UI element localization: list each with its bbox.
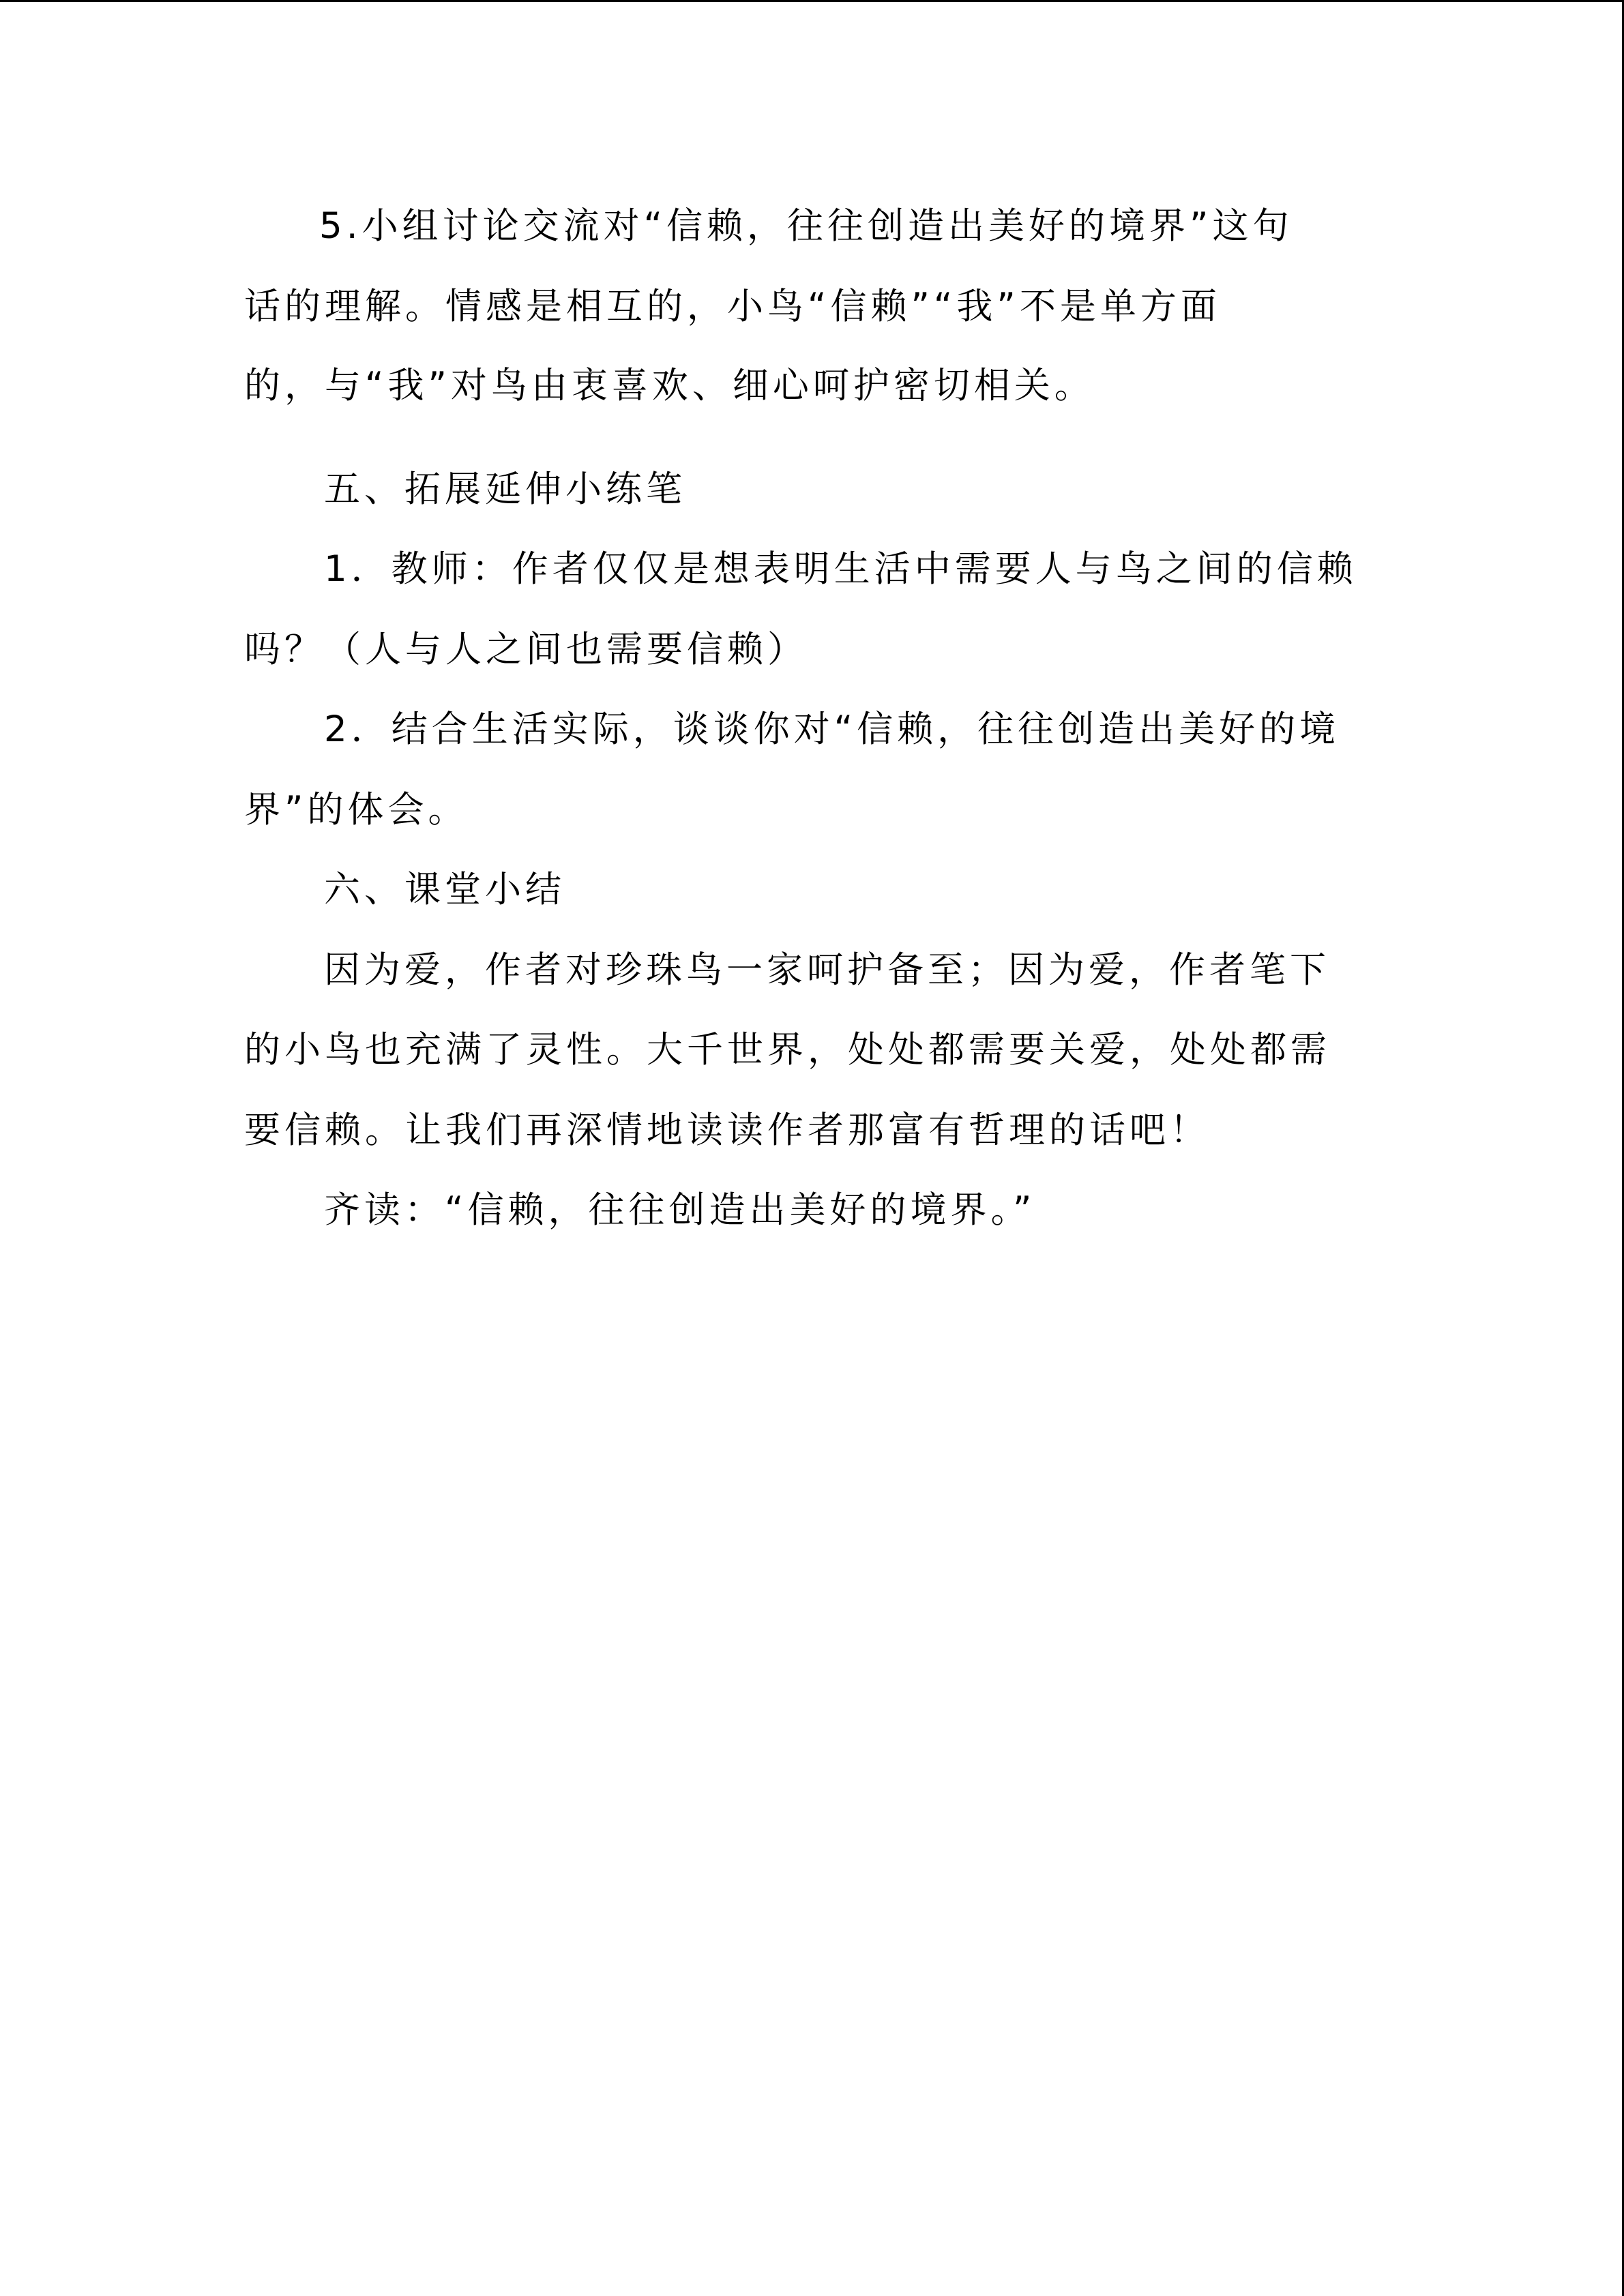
section-heading-5: 五、拓展延伸小练笔 (324, 468, 686, 510)
paragraph-line: 的，与“我”对鸟由衷喜欢、细心呵护密切相关。 (244, 365, 1095, 406)
section-heading-6: 六、课堂小结 (324, 869, 565, 910)
paragraph-line: 吗？（人与人之间也需要信赖） (244, 629, 808, 670)
paragraph-line: 因为爱，作者对珍珠鸟一家呵护备至；因为爱，作者笔下 (324, 949, 1330, 991)
paragraph-line: 要信赖。让我们再深情地读读作者那富有哲理的话吧！ (244, 1109, 1210, 1151)
paragraph-line: 2．结合生活实际，谈谈你对“信赖，往往创造出美好的境 (324, 709, 1340, 750)
paragraph-line: 话的理解。情感是相互的，小鸟“信赖”“我”不是单方面 (244, 286, 1221, 327)
closing-recitation: 齐读：“信赖，往往创造出美好的境界。” (324, 1189, 1036, 1231)
paragraph-line: 的小鸟也充满了灵性。大千世界，处处都需要关爱，处处都需 (244, 1029, 1331, 1071)
paragraph-line: 1．教师：作者仅仅是想表明生活中需要人与鸟之间的信赖 (324, 548, 1357, 590)
paragraph-line: 界”的体会。 (244, 789, 469, 831)
paragraph-line: 5.小组讨论交流对“信赖，往往创造出美好的境界”这句 (319, 205, 1293, 247)
